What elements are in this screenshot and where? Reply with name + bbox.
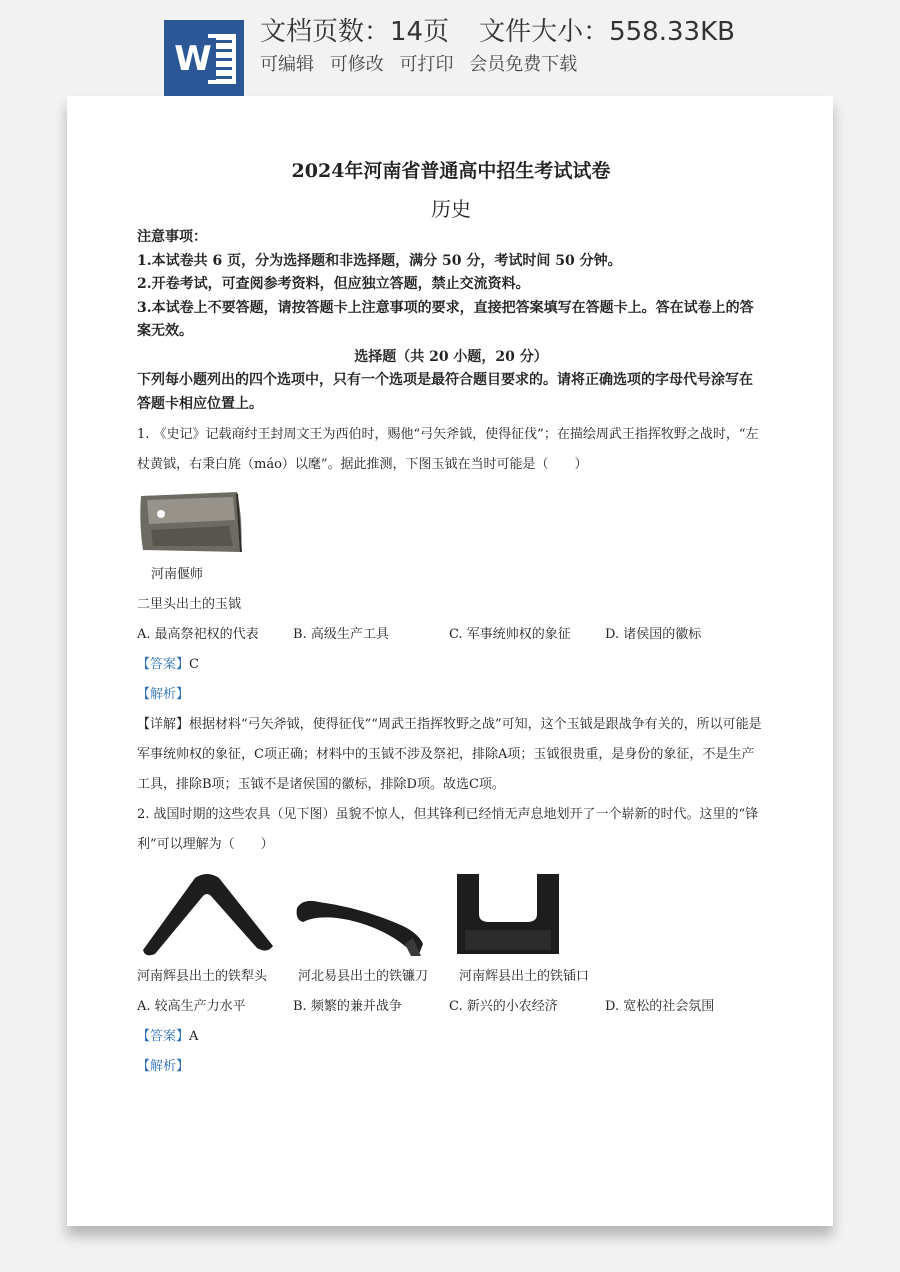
subject-title: 历史 (431, 197, 471, 221)
file-size: 文件大小：558.33KB (479, 17, 735, 47)
answer-label: 【答案】 (137, 657, 190, 672)
option-d: D. 宽松的社会氛围 (605, 999, 715, 1014)
image-caption: 河南辉县出土的铁犁头 (137, 969, 268, 984)
answer-value: A (189, 1029, 199, 1044)
download-banner (0, 0, 900, 96)
option-a: A. 最高祭祀权的代表 (137, 627, 259, 642)
page-count: 文档页数：14页 (260, 17, 450, 47)
image-caption: 河南偃师 (151, 567, 204, 582)
analysis-label: 【解析】 (137, 687, 190, 702)
section-instruction: 下列每小题列出的四个选项中，只有一个选项是最符合题目要求的。请将正确选项的字母代号涂写在答题卡相应位置上。 (137, 372, 753, 412)
iron-spade-image (449, 870, 605, 962)
image-caption: 河北易县出土的铁镰刀 (298, 969, 429, 984)
question-2-captions (137, 966, 765, 988)
notice-heading: 注意事项： (137, 229, 207, 245)
option-c: C. 军事统帅权的象征 (449, 627, 571, 642)
document-page (67, 96, 833, 1226)
document-title: 2024年河南省普通高中招生考试试卷 (291, 160, 611, 182)
answer-label: 【答案】 (137, 1029, 190, 1044)
iron-plow-image (137, 870, 293, 962)
detail-paragraph (137, 710, 765, 800)
question-1-stem: 1. 《史记》记载商纣王封周文王为西伯时，赐他“弓矢斧钺，使得征伐”；在描绘周武王指挥牧野之战时，“左杖黄钺，右秉白旄（máo）以麾”。据此推测，下图玉钺在当时可能是（ ） (137, 427, 759, 472)
question-2-stem: 2. 战国时期的这些农具（见下图）虽貌不惊人，但其锋利已经悄无声息地划开了一个崭新的时代。这里的“锋利”可以理解为（ ） (137, 807, 759, 852)
option-c: C. 新兴的小农经济 (449, 999, 558, 1014)
analysis-label: 【解析】 (137, 1059, 190, 1074)
option-b: B. 高级生产工具 (293, 627, 389, 642)
answer-line (137, 650, 765, 680)
section-heading: 选择题（共 20 小题，20 分） (354, 348, 548, 365)
option-b: B. 频繁的兼并战争 (293, 999, 402, 1014)
question-2-images (137, 870, 765, 962)
feature-member-download: 会员免费下载 (469, 54, 578, 75)
feature-editable: 可编辑 (260, 54, 314, 75)
notice-item: 3.本试卷上不要答题，请按答题卡上注意事项的要求，直接把答案填写在答题卡上。答在试卷上的答案无效。 (137, 299, 754, 339)
image-caption: 二里头出土的玉钺 (137, 597, 242, 612)
question-2-options (137, 992, 765, 1022)
question-1-options (137, 620, 765, 650)
option-d: D. 诸侯国的徽标 (605, 627, 702, 642)
notice-item: 2.开卷考试，可查阅参考资料，但应独立答题，禁止交流资料。 (137, 276, 530, 292)
answer-line (137, 1022, 765, 1052)
feature-modifiable: 可修改 (329, 54, 384, 75)
answer-value: C (189, 657, 199, 672)
feature-printable: 可打印 (399, 54, 454, 75)
word-document-icon: W (164, 20, 244, 96)
iron-sickle-image (293, 892, 449, 962)
image-caption: 河南辉县出土的铁锸口 (459, 969, 590, 984)
option-a: A. 较高生产力水平 (137, 999, 246, 1014)
detail-label: 【详解】 (137, 717, 190, 732)
detail-text: 根据材料“弓矢斧钺，使得征伐”“周武王指挥牧野之战”可知，这个玉钺是跟战争有关的，所以可能是军事统帅权的象征，C项正确；材料中的玉钺不涉及祭祀，排除A项；玉钺很贵重，是身份的象征，不是生产工具，排除B项；玉钺不是诸侯国的徽标，排除D项。故选C项。 (137, 717, 762, 792)
jade-yue-image (137, 490, 765, 560)
notice-item: 1.本试卷共 6 页，分为选择题和非选择题，满分 50 分，考试时间 50 分钟。 (137, 252, 622, 269)
